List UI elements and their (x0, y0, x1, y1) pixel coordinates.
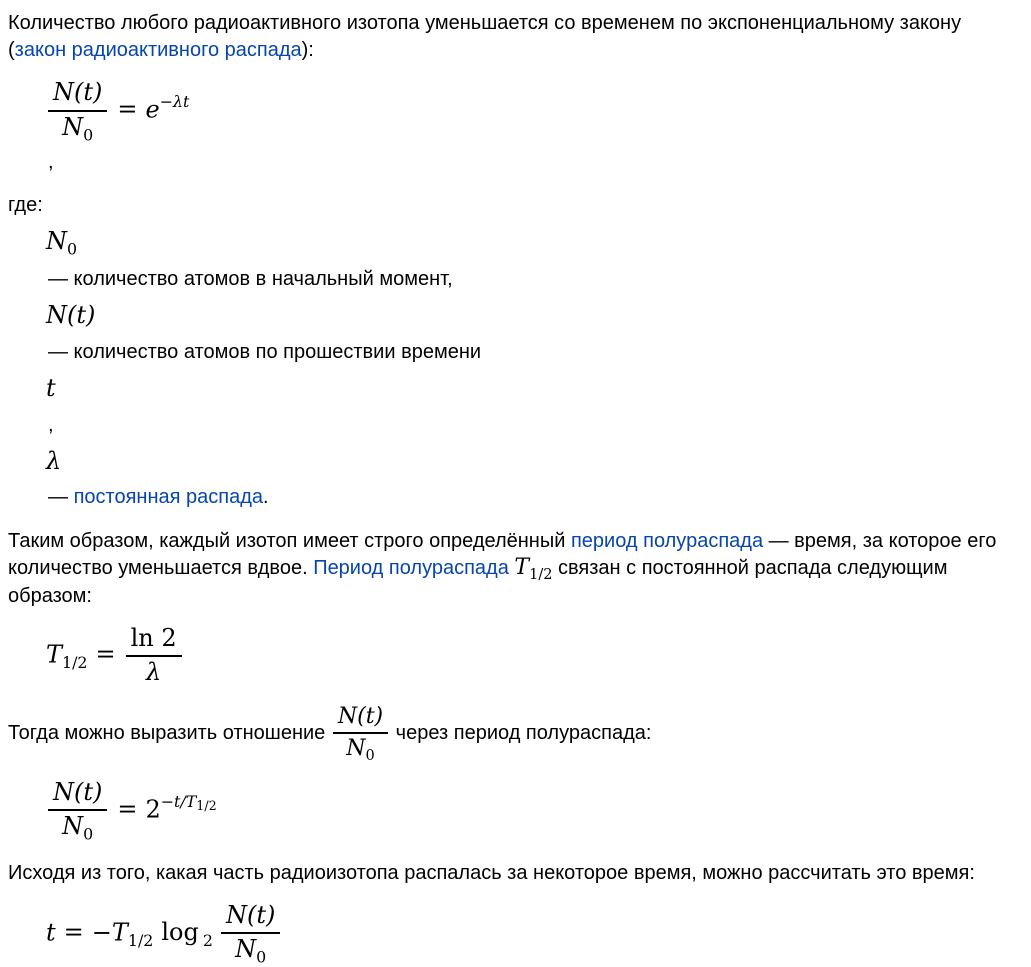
paragraph-intro (8, 10, 1023, 64)
term-t-trailing-comma: , (48, 413, 54, 436)
half-life-text-2: — время, за которое его количество уменьшается вдвое. (8, 530, 997, 580)
formula-ratio-half-life (46, 779, 1023, 843)
fraction-numerator: N(t) (221, 902, 280, 935)
fraction-nt-n0 (46, 79, 109, 143)
equals-sign: = (95, 640, 116, 669)
fraction-ln2-lambda (124, 625, 184, 687)
term-nt: N(t) (46, 301, 96, 330)
log-base-sub: 2 (202, 930, 213, 950)
fraction-numerator: ln 2 (126, 625, 182, 658)
term-lambda-description (48, 484, 1023, 511)
log-operator: log (161, 918, 199, 947)
term-n0-description: — количество атомов в начальный момент, (48, 268, 453, 291)
formula-exponential-decay (46, 79, 1023, 143)
time-variable: t (46, 918, 56, 947)
fraction-numerator: N(t) (48, 79, 107, 112)
T-half-sub: 1/2 (127, 930, 154, 950)
term-t: t (46, 373, 56, 402)
T-half-sub: 1/2 (62, 652, 88, 672)
link-half-life-2[interactable]: Период полураспада (313, 557, 509, 580)
euler-e: e (145, 95, 160, 124)
fraction-nt-n0 (46, 779, 109, 843)
compute-time-text: Исходя из того, какая часть радиоизотопа распалась за некоторое время, можно рассчитать это время: (8, 861, 975, 884)
paragraph-compute-time (8, 860, 1023, 887)
dash: — (48, 486, 74, 509)
intro-text-2: ): (301, 39, 314, 61)
link-half-life-1[interactable]: период полураспада (570, 530, 764, 553)
ratio-text-1: Тогда можно выразить отношение (8, 722, 331, 745)
intro-text-1: Количество любого радиоактивного изотопа уменьшается со временем по экспоненциальному закону ( (8, 12, 962, 61)
ratio-text-2: через период полураспада: (390, 722, 652, 745)
formula-half-life (46, 625, 1023, 687)
exponent-t-over-T-half: −t/T1/2 (160, 792, 217, 814)
definition-list (8, 228, 1023, 511)
term-lambda: λ (46, 446, 62, 475)
fraction-denominator: $N_0$ (235, 935, 267, 967)
base-two: 2 (145, 795, 161, 824)
paragraph-half-life (8, 528, 1023, 610)
fraction-denominator: λ (146, 658, 162, 687)
fraction-nt-n0 (219, 902, 282, 966)
formula-trailing-comma: , (48, 150, 54, 173)
link-decay-constant[interactable]: постоянная распада (73, 486, 263, 509)
formula-time (46, 902, 1023, 966)
equals-sign: = (63, 918, 84, 947)
minus-T-half: −T (91, 918, 128, 947)
period: . (263, 486, 269, 509)
half-life-text-1: Таким образом, каждый изотоп имеет строго определённый (8, 530, 571, 553)
fraction-denominator: $N_0$ (62, 112, 94, 145)
equals-sign: = (117, 95, 138, 124)
half-life-text-3: связан с постоянной распада следующим образом: (8, 557, 948, 607)
exponent-lambda-t: −λt (159, 92, 190, 112)
T-half-base: T (46, 640, 63, 669)
term-nt-description: — количество атомов по прошествии времени (48, 340, 482, 363)
inline-math-T-half: $T_{1/2}$ (514, 555, 553, 584)
paragraph-ratio (8, 704, 1023, 764)
equals-sign: = (117, 795, 138, 824)
fraction-denominator: $N_0$ (62, 812, 94, 844)
link-radioactive-decay-law[interactable]: закон радиоактивного распада (14, 39, 302, 61)
where-label: где: (8, 193, 43, 216)
inline-fraction-nt-n0: $\frac{N(t)}{N_0}$ (331, 721, 390, 746)
term-n0: $N_0$ (46, 226, 78, 259)
fraction-numerator: N(t) (48, 779, 107, 812)
